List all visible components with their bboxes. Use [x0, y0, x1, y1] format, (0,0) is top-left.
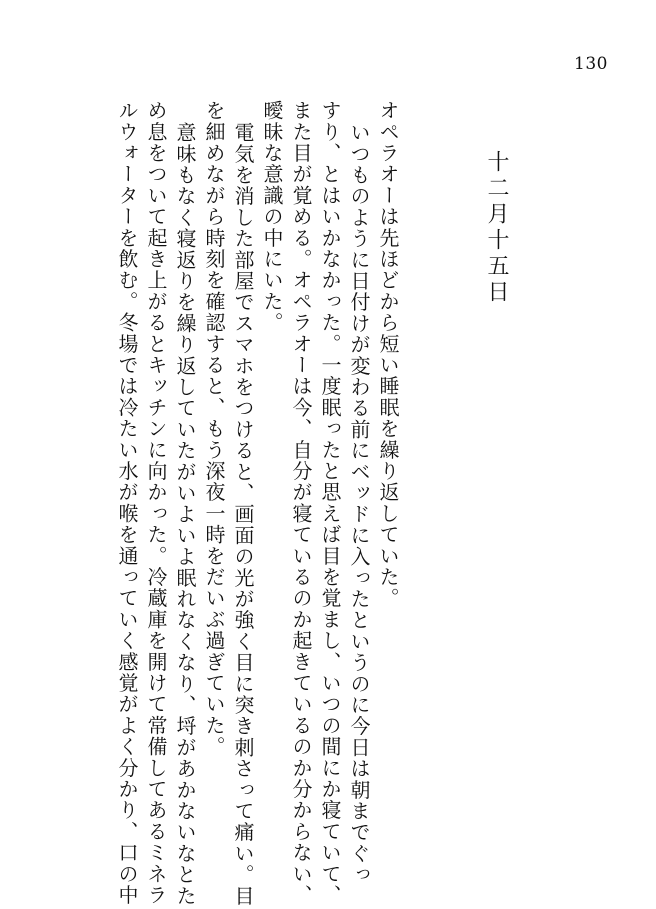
chapter-title: 十二月十五日 — [484, 150, 509, 306]
text-line: 曖昧な意識の中にいた。 — [260, 100, 284, 334]
text-line: オペラオーは先ほどから短い睡眠を繰り返していた。 — [376, 100, 400, 609]
text-line: いつものように日付けが変わる前にベッドに入ったというのに今日は朝までぐっ — [347, 122, 371, 886]
text-line: め息をついて起き上がるとキッチンに向かった。冷蔵庫を開けて常備してあるミネラ — [144, 100, 168, 906]
text-line: 意味もなく寝返りを繰り返していたがいよいよ眠れなくなり、埒があかないなとた — [173, 122, 197, 907]
text-line: すり、とはいかなかった。一度眠ったと思えば目を覚まし、いつの間にか寝ていて、 — [318, 100, 342, 906]
text-line: 電気を消した部屋でスマホをつけると、画面の光が強く目に突き刺さって痛い。目 — [231, 122, 255, 907]
text-line: を細めながら時刻を確認すると、もう深夜一時をだいぶ過ぎていた。 — [202, 100, 226, 758]
text-line: また目が覚める。オペラオーは今、自分が寝ているのか起きているのか分からない、 — [289, 100, 313, 906]
text-line: ルウォーターを飲む。冬場では冷たい水が喉を通っていく感覚がよく分かり、口の中 — [115, 100, 139, 906]
page-number: 130 — [574, 54, 608, 74]
